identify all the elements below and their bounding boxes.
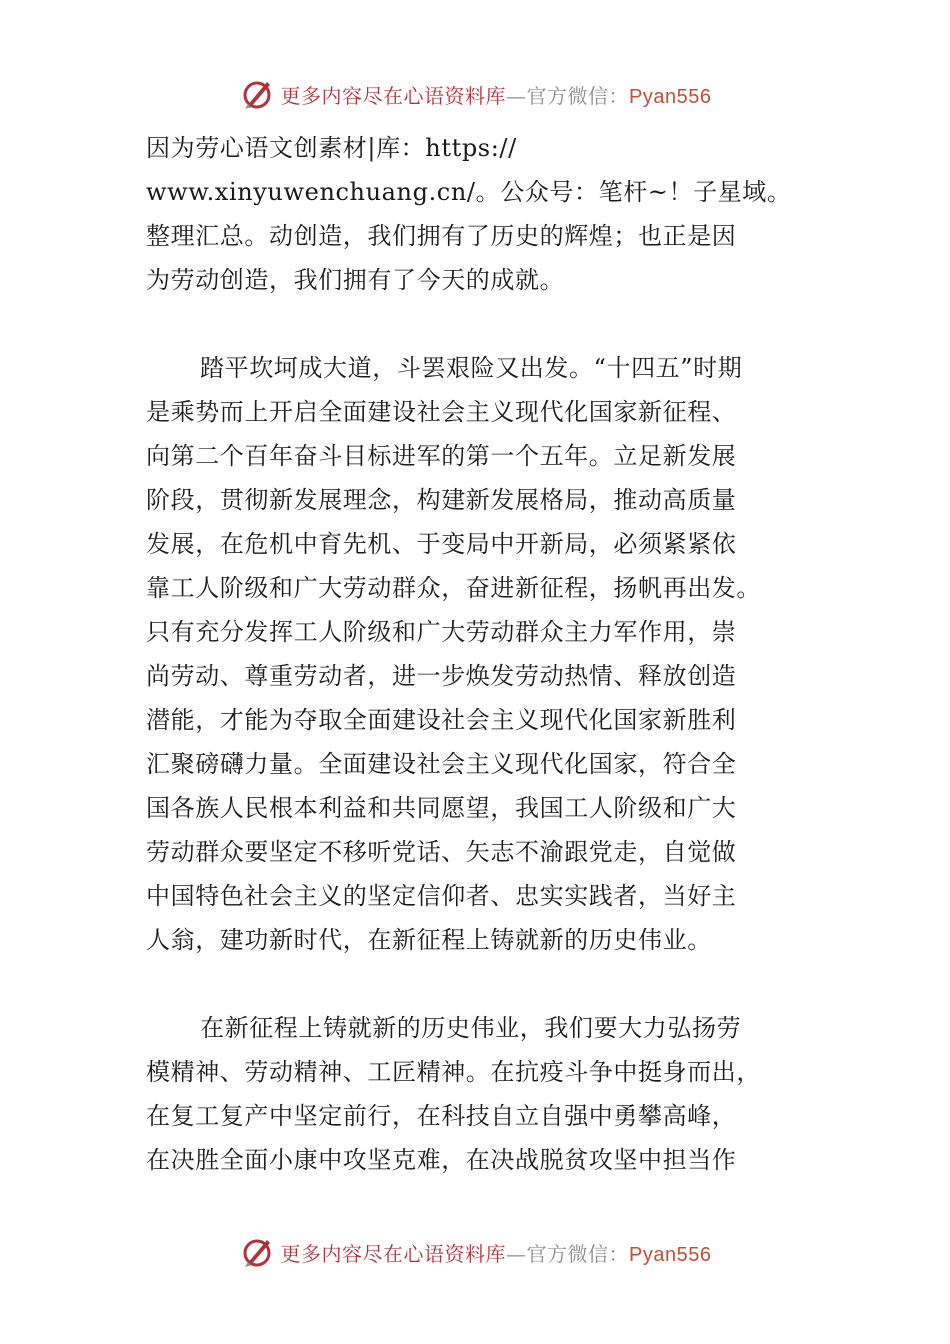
text-line: 只有充分发挥工人阶级和广大劳动群众主力军作用，崇 (146, 618, 737, 646)
banner-wx-label: 官方微信： (526, 1241, 630, 1266)
text-line: 向第二个百年奋斗目标进军的第一个五年。立足新发展 (146, 442, 737, 470)
banner-main-text: 更多内容尽在心语资料库 (280, 83, 507, 108)
pen-circle-logo-icon (239, 1234, 275, 1270)
paragraph-1 (146, 126, 811, 302)
banner-dash: — (506, 1241, 527, 1266)
text-line: 为劳动创造，我们拥有了今天的成就。 (146, 266, 565, 294)
text-line: 国各族人民根本利益和共同愿望，我国工人阶级和广大 (146, 794, 737, 822)
text-line: 是乘势而上开启全面建设社会主义现代化国家新征程、 (146, 398, 737, 426)
banner-wx-id: Pyan556 (629, 85, 712, 108)
text-line: 在新征程上铸就新的历史伟业，我们要大力弘扬劳 (200, 1014, 742, 1042)
text-line: 潜能，才能为夺取全面建设社会主义现代化国家新胜利 (146, 706, 737, 734)
paragraph-2 (146, 346, 811, 962)
banner-text (281, 1238, 712, 1267)
text-line: 阶段，贯彻新发展理念，构建新发展格局，推动高质量 (146, 486, 737, 514)
text-line: 人翁，建功新时代，在新征程上铸就新的历史伟业。 (146, 926, 712, 954)
banner-dash: — (506, 83, 527, 108)
banner-wx-id: Pyan556 (629, 1243, 712, 1266)
text-line: www.xinyuwenchuang.cn/。公众号：笔杆~！子星域。 (146, 178, 792, 206)
text-line: 在决胜全面小康中攻坚克难，在决战脱贫攻坚中担当作 (146, 1146, 737, 1174)
banner-wx-label: 官方微信： (526, 83, 630, 108)
text-line: 整理汇总。动创造，我们拥有了历史的辉煌；也正是因 (146, 222, 737, 250)
text-line: 中国特色社会主义的坚定信仰者、忠实实践者，当好主 (146, 882, 737, 910)
text-line: 劳动群众要坚定不移听党话、矢志不渝跟党走，自觉做 (146, 838, 737, 866)
text-line: 在复工复产中坚定前行，在科技自立自强中勇攀高峰， (146, 1102, 737, 1130)
pen-circle-logo-icon (239, 76, 275, 112)
banner-text (281, 80, 712, 109)
text-line: 尚劳动、尊重劳动者，进一步焕发劳动热情、释放创造 (146, 662, 737, 690)
banner-main-text: 更多内容尽在心语资料库 (280, 1241, 507, 1266)
paragraph-3 (146, 1006, 811, 1182)
text-line: 发展，在危机中育先机、于变局中开新局，必须紧紧依 (146, 530, 737, 558)
footer-banner (0, 1230, 950, 1274)
text-line: 因为劳心语文创素材|库：https:// (146, 134, 517, 162)
text-line: 模精神、劳动精神、工匠精神。在抗疫斗争中挺身而出， (146, 1058, 761, 1086)
text-line: 靠工人阶级和广大劳动群众，奋进新征程，扬帆再出发。 (146, 574, 761, 602)
text-line: 踏平坎坷成大道，斗罢艰险又出发。“十四五”时期 (200, 354, 743, 382)
header-banner (0, 72, 950, 116)
document-body (146, 126, 811, 1182)
text-line: 汇聚磅礴力量。全面建设社会主义现代化国家，符合全 (146, 750, 737, 778)
